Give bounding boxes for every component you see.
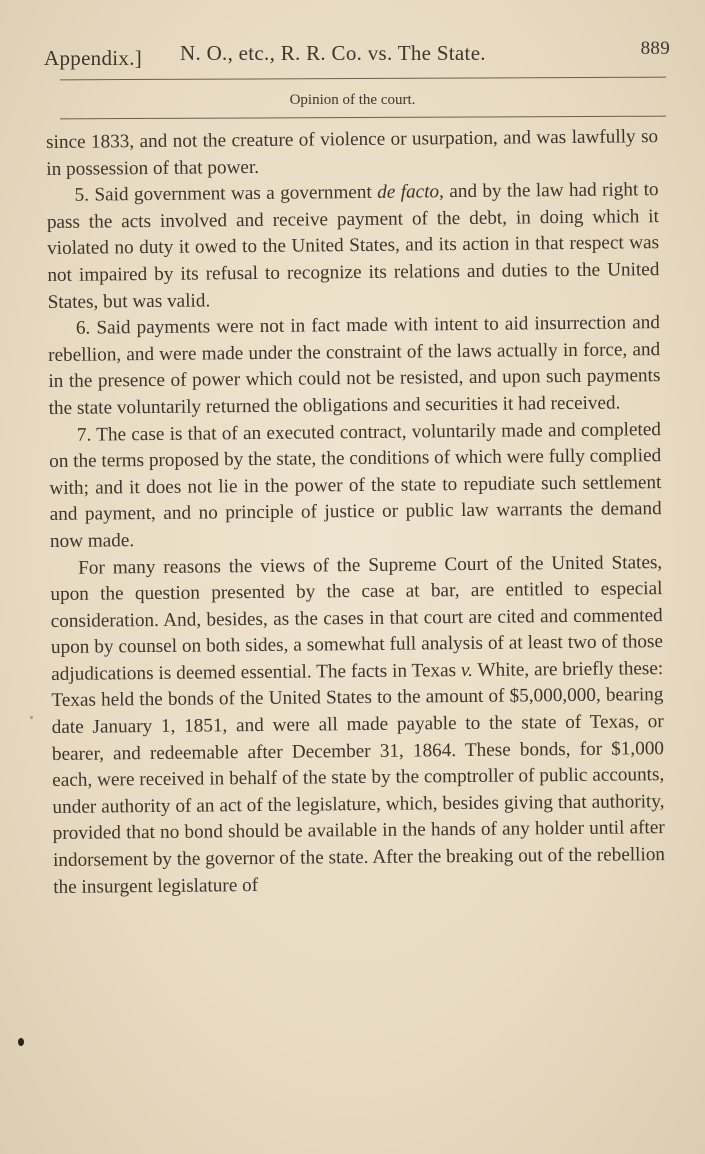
paragraph-text: 5. Said government was a government bbox=[74, 182, 378, 206]
paragraph bbox=[49, 417, 662, 556]
paragraph-text: , and by the law had right to pass the acts involved and receive payment of the debt, in doing which it violated no duty it owed to the United States, and its action in that respect was not impaired by its refusal to recognize its relations and duties to the United States, but was valid. bbox=[46, 179, 660, 313]
paragraph-text: White, are briefly these: Texas held the bonds of the United States to the amount of $5,000,000, bearing date January 1, 1851, and were all made payable to the state of Texas, or bearer, and redeemable after December 31, 1864. These bonds, for $1,000 each, were received in behalf of the state by the comptroller of public accounts, under authority of an act of the legislature, which, besides giving that authority, provided that no bond should be available in the hands of any holder until after indorsement by the governor of the state. After the breaking out of the rebellion the insurgent legislature of bbox=[51, 657, 666, 898]
body-text bbox=[46, 124, 665, 901]
section-label: Appendix.] bbox=[44, 46, 143, 70]
header-rule-top bbox=[60, 77, 666, 81]
case-title: N. O., etc., R. R. Co. vs. The State. bbox=[180, 41, 486, 65]
paragraph bbox=[48, 310, 661, 422]
margin-speck bbox=[30, 716, 33, 719]
paragraph-text: 6. Said payments were not in fact made with intent to aid insurrection and rebellion, and were made under the constraint of the laws actually in force, and in the presence of power which could not be resisted, and upon such payments the state voluntarily returned the obligations and securities it had received. bbox=[48, 312, 661, 419]
paragraph bbox=[47, 177, 660, 316]
italic-term: de facto bbox=[377, 181, 440, 204]
italic-term: v. bbox=[460, 659, 473, 681]
running-head bbox=[44, 38, 674, 70]
paragraph-text: For many reasons the views of the Supreme Court of the United States, upon the question presented by the case at bar, are entitled to especial consideration. And, besides, as the cases in that court are cited and commented upon by counsel on both sides, a somewhat full analysis of at least two of those adjudications is deemed essential. The facts in Texas bbox=[50, 551, 664, 685]
margin-ink-dot bbox=[18, 1038, 24, 1046]
subheading: Opinion of the court. bbox=[289, 92, 416, 108]
paragraph bbox=[46, 124, 658, 183]
paragraph-text: since 1833, and not the creature of violence or usurpation, and was lawfully so in possession of that power. bbox=[46, 126, 659, 180]
header-rule-bottom bbox=[60, 116, 666, 120]
paragraph bbox=[50, 550, 665, 902]
paragraph-text: 7. The case is that of an executed contract, voluntarily made and completed on the terms proposed by the state, the conditions of which were fully complied with; and it does not lie in the power of the state to repudiate such settlement and payment, and no principle of justice or public law warrants the demand now made. bbox=[49, 418, 662, 552]
page-number: 889 bbox=[640, 38, 670, 59]
